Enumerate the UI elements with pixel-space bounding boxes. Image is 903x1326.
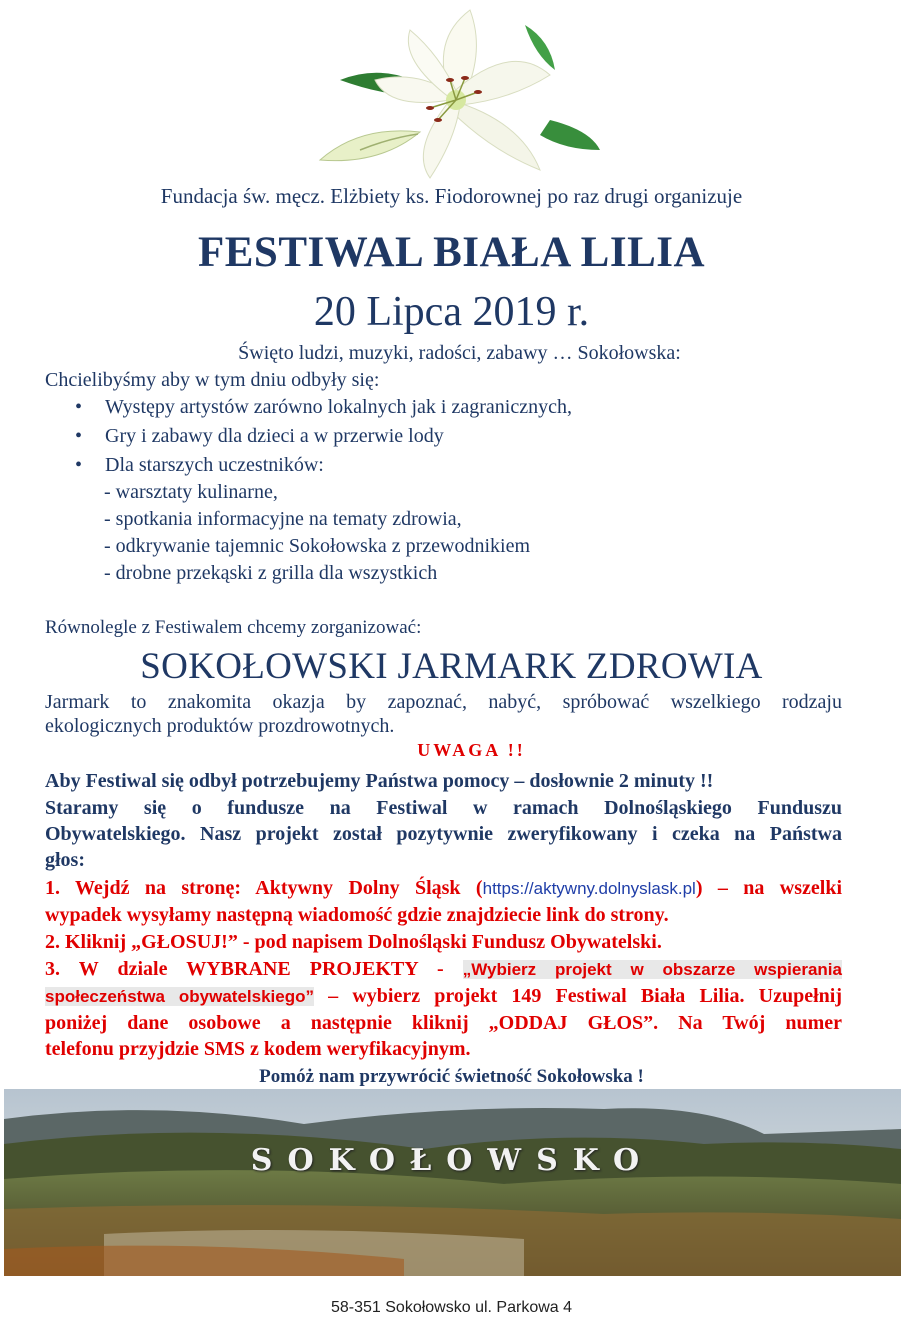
lily-flower-image [300,0,600,180]
sub-item: - drobne przekąski z grilla dla wszystkich [104,562,438,584]
landscape-image [4,1089,901,1276]
fair-description: Jarmark to znakomita okazja by zapoznać, nabyć, spróbować wszelkiego rodzaju ekologicznych produktów prozdrowotnych. [45,691,842,737]
attention-heading: UWAGA !! [417,740,526,760]
intro-text: Fundacja św. męcz. Elżbiety ks. Fiodorownej po raz drugi organizuje [160,184,743,208]
parallel-text: Równolegle z Festiwalem chcemy zorganizować: [45,617,422,638]
bullet-item: • Występy artystów zarówno lokalnych jak i zagranicznych, [75,396,572,418]
help-line: Pomóż nam przywrócić świetność Sokołowska ! [259,1066,644,1087]
step-3: 3. W dziale WYBRANE PROJEKTY - „Wybierz projekt w obszarze wspierania społeczeństwa obywatelskiego” – wybierz projekt 149 Festiwal Biała Lilia. Uzupełnij poniżej dane osobowe a następnie kliknij „ODDAJ GŁOS”. Na Twój numer telefonu przyjdzie SMS z kodem weryfikacyjnym. [45,958,842,1060]
sub-item: - warsztaty kulinarne, [104,481,278,503]
landscape-banner [4,1089,901,1276]
aktywny-link[interactable]: https://aktywny.dolnyslask.pl [482,879,696,898]
bullet-item: • Gry i zabawy dla dzieci a w przerwie lody [75,425,444,447]
address: 58-351 Sokołowsko ul. Parkowa 4 [330,1299,573,1316]
sub-item: - spotkania informacyjne na tematy zdrowia, [104,508,462,530]
fair-title: SOKOŁOWSKI JARMARK ZDROWIA [140,646,763,687]
bullet-item: • Dla starszych uczestników: [75,454,324,476]
wish-text: Chcielibyśmy aby w tym dniu odbyły się: [45,369,380,391]
need-help-text: Aby Festiwal się odbył potrzebujemy Państwa pomocy – dosłownie 2 minuty !! [45,770,714,792]
landscape-title: SOKOŁOWSKO [250,1143,655,1178]
festival-date: 20 Lipca 2019 r. [313,289,590,335]
sub-item: - odkrywanie tajemnic Sokołowska z przewodnikiem [104,535,530,557]
step-2: 2. Kliknij „GŁOSUJ!” - pod napisem Dolnośląski Fundusz Obywatelski. [45,931,662,953]
festival-title: FESTIWAL BIAŁA LILIA [197,229,706,276]
step-1: 1. Wejdź na stronę: Aktywny Dolny Śląsk (https://aktywny.dolnyslask.pl) – na wszelki wypadek wysyłamy następną wiadomość gdzie znajdziecie link do strony. [45,877,843,926]
funds-paragraph: Staramy się o fundusze na Festiwal w ramach Dolnośląskiego Funduszu Obywatelskiego. Nasz projekt został pozytywnie zweryfikowany i czeka na Państwa głos: [45,797,842,871]
tagline: Święto ludzi, muzyki, radości, zabawy … Sokołowska: [238,342,681,364]
